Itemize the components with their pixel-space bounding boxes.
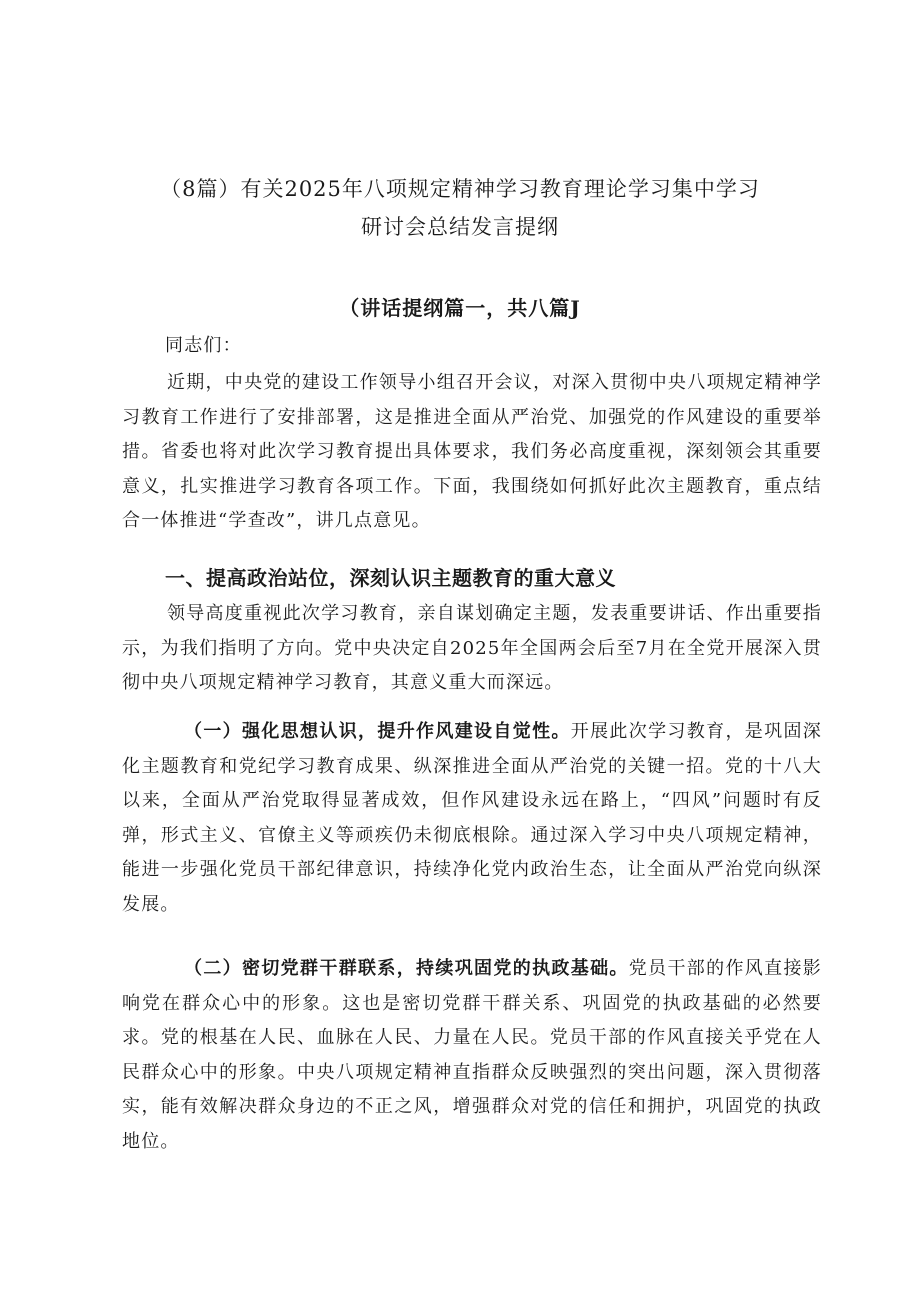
paragraph-significance: 领导高度重视此次学习教育，亲自谋划确定主题，发表重要讲话、作出重要指示，为我们指明了方向。党中央决定自2025年全国两会后至7月在全党开展深入贯彻中央八项规定精神学习教育，其意义重大而深远。: [122, 603, 822, 693]
document-title-line1: （8篇）有关2025年八项规定精神学习教育理论学习集中学习: [160, 177, 760, 201]
document-subtitle: （讲话提纲篇一，共八篇J: [339, 296, 581, 320]
paragraph-intro: 近期，中央党的建设工作领导小组召开会议，对深入贯彻中央八项规定精神学习教育工作进行了安排部署，这是推进全面从严治党、加强党的作风建设的重要举措。省委也将对此次学习教育提出具体要求，我们务必高度重视，深刻领会其重要意义，扎实推进学习教育各项工作。下面，我围绕如何抓好此次主题教育，重点结合一体推进“学查改”，讲几点意见。: [122, 372, 822, 531]
document-title-line2: 研讨会总结发言提纲: [361, 215, 559, 239]
subsection-1: [122, 715, 822, 922]
subsection-2-lead: （二）密切党群干群联系，持续巩固党的执政基础。: [184, 958, 629, 979]
subsection-2: [122, 952, 822, 1159]
section-heading-1: 一、提高政治站位，深刻认识主题教育的重大意义: [165, 566, 616, 590]
subsection-2-body: 党员干部的作风直接影响党在群众心中的形象。这也是密切党群干群关系、巩固党的执政基础的必然要求。党的根基在人民、血脉在人民、力量在人民。党员干部的作风直接关乎党在人民群众心中的形象。中央八项规定精神直指群众反映强烈的突出问题，深入贯彻落实，能有效解决群众身边的不正之风，增强群众对党的信任和拥护，巩固党的执政地位。: [122, 958, 822, 1152]
subsection-1-body: 开展此次学习教育，是巩固深化主题教育和党纪学习教育成果、纵深推进全面从严治党的关键一招。党的十八大以来，全面从严治党取得显著成效，但作风建设永远在路上，“四风”问题时有反弹，形式主义、官僚主义等顽疾仍未彻底根除。通过深入学习中央八项规定精神，能进一步强化党员干部纪律意识，持续净化党内政治生态，让全面从严治党向纵深发展。: [122, 721, 822, 915]
greeting: 同志们：: [165, 335, 242, 356]
subsection-1-lead: （一）强化思想认识，提升作风建设自觉性。: [184, 721, 571, 742]
